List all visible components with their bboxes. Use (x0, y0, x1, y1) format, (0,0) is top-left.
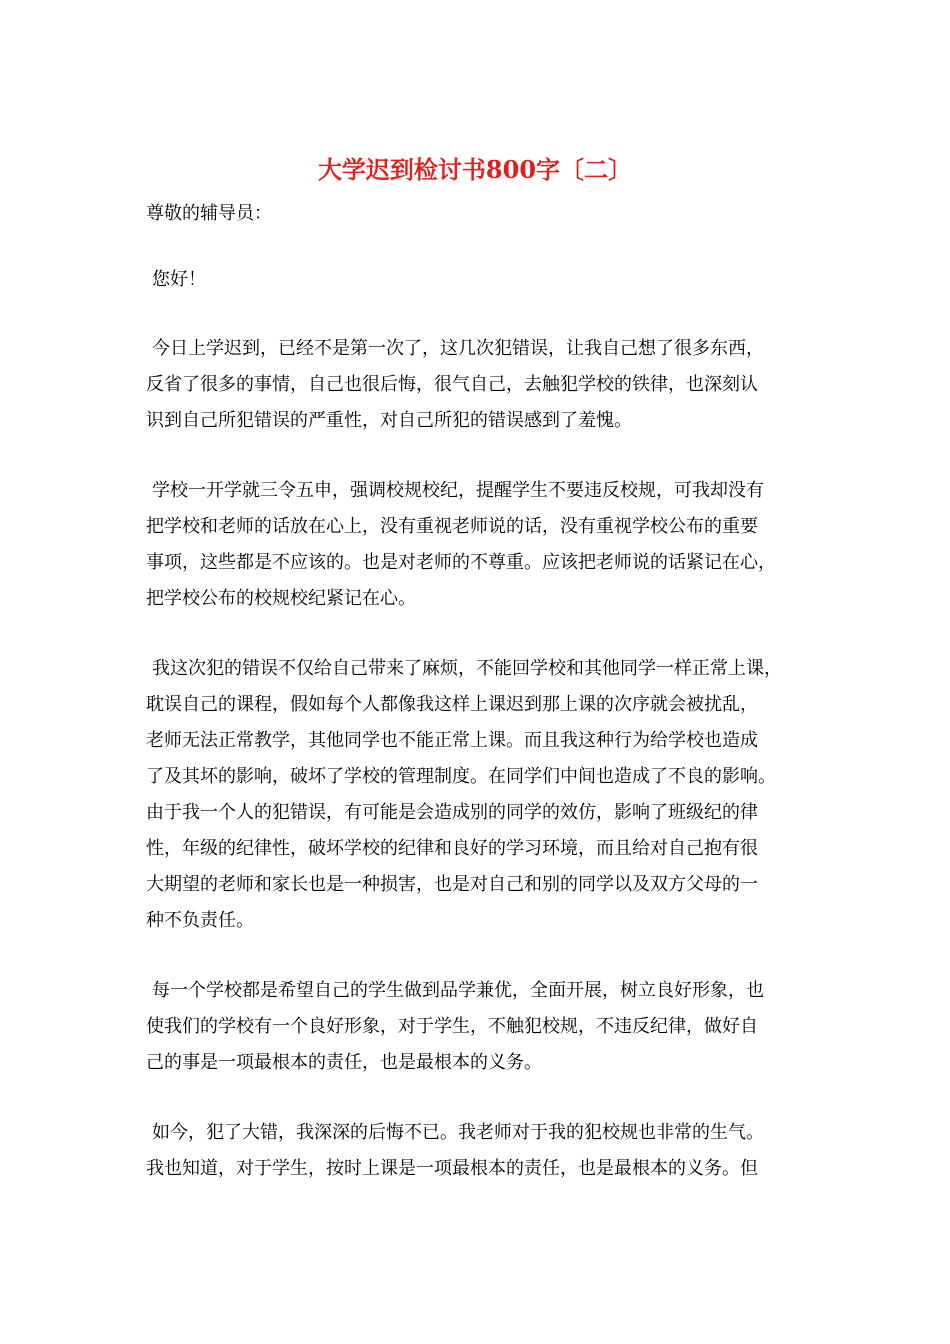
paragraph-3-line-8: 种不负责任。 (146, 910, 254, 931)
paragraph-1-line-3: 识到自己所犯错误的严重性，对自己所犯的错误感到了羞愧。 (146, 410, 632, 431)
document-title: 大学迟到检讨书800字〔二〕 (317, 155, 633, 184)
paragraph-2-line-3: 事项，这些都是不应该的。也是对老师的不尊重。应该把老师说的话紧记在心， (146, 552, 776, 573)
paragraph-3-line-7: 大期望的老师和家长也是一种损害，也是对自己和别的同学以及双方父母的一 (146, 874, 758, 895)
paragraph-4-line-2: 使我们的学校有一个良好形象，对于学生，不触犯校规，不违反纪律，做好自 (146, 1016, 758, 1037)
paragraph-3-line-4: 了及其坏的影响，破坏了学校的管理制度。在同学们中间也造成了不良的影响。 (146, 766, 776, 787)
paragraph-2-line-2: 把学校和老师的话放在心上，没有重视老师说的话，没有重视学校公布的重要 (146, 516, 758, 537)
paragraph-3-line-2: 耽误自己的课程，假如每个人都像我这样上课迟到那上课的次序就会被扰乱， (146, 694, 758, 715)
paragraph-2-line-4: 把学校公布的校规校纪紧记在心。 (146, 588, 416, 609)
paragraph-3-line-5: 由于我一个人的犯错误，有可能是会造成别的同学的效仿，影响了班级纪的律 (146, 802, 758, 823)
paragraph-5-line-1: 如今，犯了大错，我深深的后悔不已。我老师对于我的犯校规也非常的生气。 (152, 1122, 764, 1143)
paragraph-3-line-6: 性，年级的纪律性，破坏学校的纪律和良好的学习环境，而且给对自己抱有很 (146, 838, 758, 859)
paragraph-4-line-3: 己的事是一项最根本的责任，也是最根本的义务。 (146, 1052, 542, 1073)
paragraph-3-line-3: 老师无法正常教学，其他同学也不能正常上课。而且我这种行为给学校也造成 (146, 730, 758, 751)
paragraph-4-line-1: 每一个学校都是希望自己的学生做到品学兼优，全面开展，树立良好形象，也 (152, 980, 764, 1001)
paragraph-1-line-1: 今日上学迟到，已经不是第一次了，这几次犯错误，让我自己想了很多东西， (152, 338, 764, 359)
paragraph-5-line-2: 我也知道，对于学生，按时上课是一项最根本的责任，也是最根本的义务。但 (146, 1158, 758, 1179)
paragraph-2-line-1: 学校一开学就三令五申，强调校规校纪，提醒学生不要违反校规，可我却没有 (152, 480, 764, 501)
greeting: 您好！ (152, 269, 206, 290)
salutation: 尊敬的辅导员： (146, 203, 272, 224)
paragraph-3-line-1: 我这次犯的错误不仅给自己带来了麻烦，不能回学校和其他同学一样正常上课， (152, 658, 782, 679)
paragraph-1-line-2: 反省了很多的事情，自己也很后悔，很气自己，去触犯学校的铁律，也深刻认 (146, 374, 758, 395)
